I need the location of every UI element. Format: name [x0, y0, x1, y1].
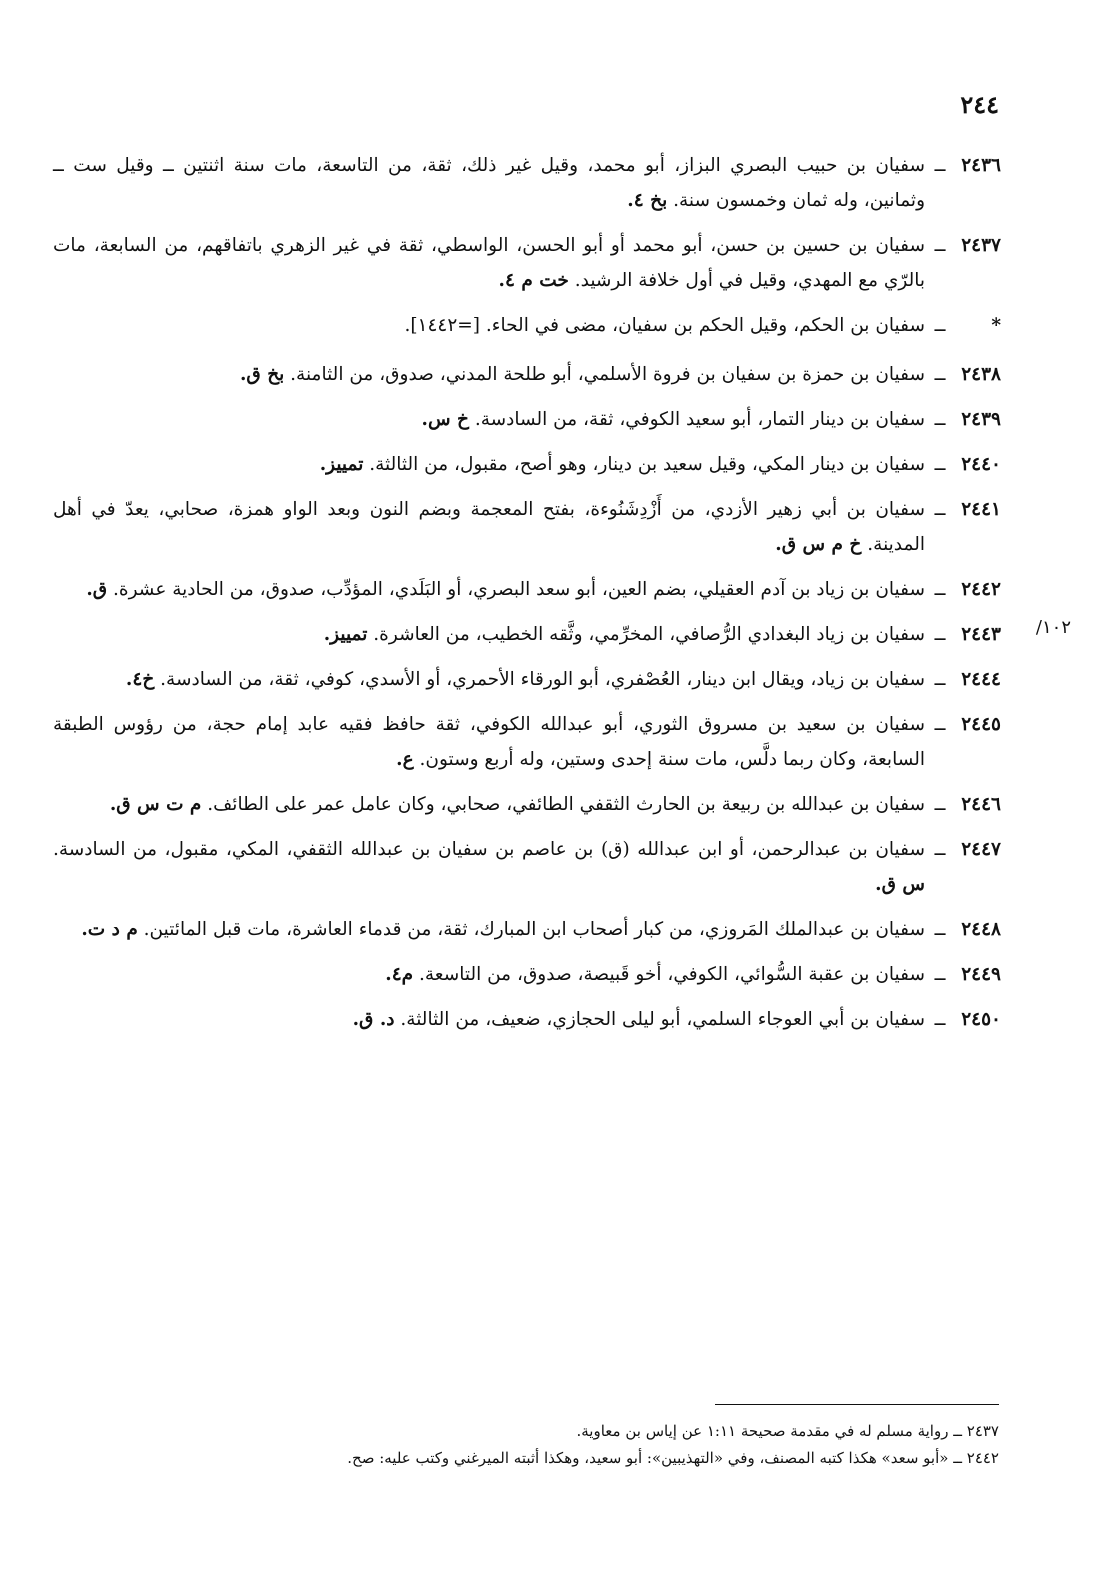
entry-number: ٢٤٤٤ [961, 669, 1001, 690]
entry: ٢٤٣٧ــسفيان بن حسين بن حسن، أبو محمد أو أبو الحسن، الواسطي، ثقة في غير الزهري باتفاقهم، من السابعة، مات بالرّي مع المهدي، وقيل في أول خلافة الرشيد. خت م ٤. [53, 228, 1001, 298]
entry: ٢٤٥٠ــسفيان بن أبي العوجاء السلمي، أبو ليلى الحجازي، ضعيف، من الثالثة. د. ق. [53, 1002, 1001, 1037]
entry-text: سفيان بن عقبة السُّوائي، الكوفي، أخو قَبيصة، صدوق، من التاسعة. [419, 964, 925, 985]
margin-page-reference: ١٠٢/ [1035, 617, 1071, 638]
entry-sigla: بخ ٤. [627, 190, 668, 211]
entry-text: سفيان بن أبي العوجاء السلمي، أبو ليلى الحجازي، ضعيف، من الثالثة. [400, 1009, 925, 1030]
entry-sigla: ع. [396, 749, 414, 770]
entry: ٢٤٤٠ــسفيان بن دينار المكي، وقيل سعيد بن دينار، وهو أصح، مقبول، من الثالثة. تمييز. [53, 447, 1001, 482]
entry: ٢٤٤٦ــسفيان بن عبدالله بن ربيعة بن الحارث الثقفي الطائفي، صحابي، وكان عامل عمر على الطائف. م ت س ق. [53, 787, 1001, 822]
page-number: ٢٤٤ [960, 90, 999, 119]
entry: ٢٤٤٩ــسفيان بن عقبة السُّوائي، الكوفي، أخو قَبيصة، صدوق، من التاسعة. م٤. [53, 957, 1001, 992]
entry-sigla: خ م س ق. [775, 534, 862, 555]
entry-number: ٢٤٤٣ [961, 624, 1001, 645]
entry-number: ٢٤٤١ [961, 499, 1001, 520]
entry-sigla: م٤. [385, 964, 414, 985]
entry-number: ٢٤٤٠ [961, 454, 1001, 475]
entry-text: سفيان بن سعيد بن مسروق الثوري، أبو عبدالله الكوفي، ثقة حافظ فقيه عابد إمام حجة، من رؤوس الطبقة السابعة، وكان ربما دلَّس، مات سنة إحدى وستين، وله أربع وستون. [53, 714, 925, 770]
entry-number: ٢٤٣٨ [961, 364, 1001, 385]
entry-number: ٢٤٣٩ [961, 409, 1001, 430]
entry: ٢٤٤٤ــسفيان بن زياد، ويقال ابن دينار، العُصْفري، أبو الورقاء الأحمري، أو الأسدي، كوفي، ثقة، من السادسة. خ٤. [53, 662, 1001, 697]
entry: ٢٤٤٨ــسفيان بن عبدالملك المَروزي، من كبار أصحاب ابن المبارك، ثقة، من قدماء العاشرة، مات قبل المائتين. م د ت. [53, 912, 1001, 947]
entry-number: ٢٤٤٧ [961, 839, 1001, 860]
entry-number: * [991, 315, 1001, 336]
entry-sigla: خ٤. [125, 669, 155, 690]
entry-sigla: تمييز. [323, 624, 368, 645]
entry-sigla: بخ ق. [239, 364, 285, 385]
entry-text: سفيان بن حبيب البصري البزاز، أبو محمد، وقيل غير ذلك، ثقة، من التاسعة، مات سنة اثنتين ــ وقيل ست ــ وثمانين، وله ثمان وخمسون سنة. [53, 155, 925, 211]
entry-sigla: خت م ٤. [498, 270, 569, 291]
entry-text: سفيان بن حمزة بن سفيان بن فروة الأسلمي، أبو طلحة المدني، صدوق، من الثامنة. [290, 364, 925, 385]
footnote: ٢٤٣٧ ــ رواية مسلم له في مقدمة صحيحة ١:١١ عن إياس بن معاوية. [576, 1422, 999, 1440]
entry: ١٠٢/ ٢٤٤٣ــسفيان بن زياد البغدادي الرُّصافي، المخرِّمي، وثَّقه الخطيب، من العاشرة. تمييز. [53, 617, 1001, 652]
entry-number: ٢٤٤٩ [961, 964, 1001, 985]
entry-text: سفيان بن عبدالملك المَروزي، من كبار أصحاب ابن المبارك، ثقة، من قدماء العاشرة، مات قبل المائتين. [143, 919, 925, 940]
entry-text: سفيان بن دينار المكي، وقيل سعيد بن دينار، وهو أصح، مقبول، من الثالثة. [369, 454, 925, 475]
entries-list [53, 148, 1071, 1047]
entry: *ــسفيان بن الحكم، وقيل الحكم بن سفيان، مضى في الحاء. [=١٤٤٢]. [53, 308, 1001, 343]
entry-sigla: س ق. [875, 874, 925, 895]
entry-sigla: م ت س ق. [109, 794, 202, 815]
entry-number: ٢٤٤٨ [961, 919, 1001, 940]
entry-sigla: م د ت. [81, 919, 138, 940]
entry-text: سفيان بن زياد بن آدم العقيلي، بضم العين، أبو سعد البصري، أو البَلَدي، المؤدِّب، صدوق، من الحادية عشرة. [113, 579, 925, 600]
entry-sigla: ق. [86, 579, 108, 600]
entry-sigla: د. ق. [352, 1009, 395, 1030]
entry-number: ٢٤٣٦ [961, 155, 1001, 176]
entry-text: سفيان بن حسين بن حسن، أبو محمد أو أبو الحسن، الواسطي، ثقة في غير الزهري باتفاقهم، من السابعة، مات بالرّي مع المهدي، وقيل في أول خلافة الرشيد. [53, 235, 925, 291]
entry: ٢٤٣٩ــسفيان بن دينار التمار، أبو سعيد الكوفي، ثقة، من السادسة. خ س. [53, 402, 1001, 437]
entry-number: ٢٤٥٠ [961, 1009, 1001, 1030]
entry-number: ٢٤٤٦ [961, 794, 1001, 815]
entry: ٢٤٣٨ــسفيان بن حمزة بن سفيان بن فروة الأسلمي، أبو طلحة المدني، صدوق، من الثامنة. بخ ق. [53, 357, 1001, 392]
entry-text: سفيان بن دينار التمار، أبو سعيد الكوفي، ثقة، من السادسة. [474, 409, 925, 430]
entry: ٢٤٤٥ــسفيان بن سعيد بن مسروق الثوري، أبو عبدالله الكوفي، ثقة حافظ فقيه عابد إمام حجة، من رؤوس الطبقة السابعة، وكان ربما دلَّس، مات سنة إحدى وستين، وله أربع وستون. ع. [53, 707, 1001, 777]
entry-sigla: تمييز. [319, 454, 364, 475]
entry-text: سفيان بن عبدالرحمن، أو ابن عبدالله (ق) بن عاصم بن سفيان بن عبدالله الثقفي، المكي، مقبول، من السادسة. [53, 839, 925, 860]
entry: ٢٤٤١ــسفيان بن أبي زهير الأزدي، من أَزْدِشَنُوءة، بفتح المعجمة وبضم النون وبعد الواو همزة، صحابي، يعدّ في أهل المدينة. خ م س ق. [53, 492, 1001, 562]
entry-text: سفيان بن زياد، ويقال ابن دينار، العُصْفري، أبو الورقاء الأحمري، أو الأسدي، كوفي، ثقة، من السادسة. [160, 669, 925, 690]
entry-sigla: خ س. [421, 409, 469, 430]
entry-text: سفيان بن عبدالله بن ربيعة بن الحارث الثقفي الطائفي، صحابي، وكان عامل عمر على الطائف. [207, 794, 925, 815]
entry: ٢٤٤٧ــسفيان بن عبدالرحمن، أو ابن عبدالله (ق) بن عاصم بن سفيان بن عبدالله الثقفي، المكي، مقبول، من السادسة. س ق. [53, 832, 1001, 902]
entry-text: سفيان بن زياد البغدادي الرُّصافي، المخرِّمي، وثَّقه الخطيب، من العاشرة. [373, 624, 925, 645]
entry: ٢٤٤٢ــسفيان بن زياد بن آدم العقيلي، بضم العين، أبو سعد البصري، أو البَلَدي، المؤدِّب، صدوق، من الحادية عشرة. ق. [53, 572, 1001, 607]
entry-number: ٢٤٤٥ [961, 714, 1001, 735]
footnotes [49, 1418, 999, 1472]
entry-text: سفيان بن الحكم، وقيل الحكم بن سفيان، مضى في الحاء. [=١٤٤٢]. [404, 315, 925, 336]
entry-text: سفيان بن أبي زهير الأزدي، من أَزْدِشَنُوءة، بفتح المعجمة وبضم النون وبعد الواو همزة، صحابي، يعدّ في أهل المدينة. [53, 499, 925, 555]
entry-number: ٢٤٣٧ [961, 235, 1001, 256]
footnote: ٢٤٤٢ ــ «أبو سعد» هكذا كتبه المصنف، وفي «التهذيبين»: أبو سعيد، وهكذا أثبته الميرغني وكتب عليه: صح. [347, 1449, 999, 1467]
entry-number: ٢٤٤٢ [961, 579, 1001, 600]
entry: ٢٤٣٦ــسفيان بن حبيب البصري البزاز، أبو محمد، وقيل غير ذلك، ثقة، من التاسعة، مات سنة اثنتين ــ وقيل ست ــ وثمانين، وله ثمان وخمسون سنة. بخ ٤. [53, 148, 1001, 218]
footnote-divider [715, 1404, 999, 1405]
